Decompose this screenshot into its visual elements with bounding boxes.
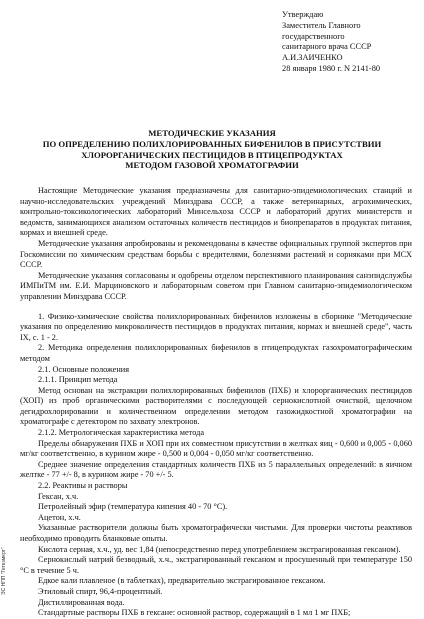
section-2-1-2-heading: 2.1.2. Метрологическая характеристика метода [38, 428, 205, 438]
document-body [20, 186, 412, 619]
section-2-2-heading: 2.2. Реактивы и растворы [38, 481, 128, 491]
paragraph-method-principle: Метод основан на экстракции полихлорированных бифенилов (ПХБ) и хлорорганических пестицидов (ХОП) из проб органическими растворителями с последующей сернокислотной очисткой, щелочном дегидрохлорировании и количественном определении методом газожидкостной хроматографии на хроматографе с детектором по захвату электронов. [20, 385, 412, 427]
title-line: ПО ОПРЕДЕЛЕНИЮ ПОЛИХЛОРИРОВАННЫХ БИФЕНИЛОВ В ПРИСУТСТВИИ [42, 138, 382, 149]
approval-signatory: А.И.ЗАИЧЕНКО [282, 53, 343, 63]
reagent-item: Этиловый спирт, 96,4-процентный. [38, 586, 163, 596]
approval-line: санитарного врача СССР [282, 42, 372, 52]
reagent-item: Гексан, х.ч. [38, 491, 79, 501]
section-2-heading: 2. Методика определения полихлорированных бифенилов в птицепродуктах газохроматографическим методом [20, 343, 412, 363]
section-2-1-heading: 2.1. Основные положения [38, 364, 130, 374]
paragraph-detection-limits: Пределы обнаружения ПХБ и ХОП при их совместном присутствии в желтках яиц - 0,600 и 0,005 - 0,060 мг/кг соответственно, в курином жире - 0,500 и 0,004 - 0,050 мг/кг соответственно. [20, 438, 412, 459]
approval-date: 28 января 1980 г. N 2141-80 [282, 63, 381, 73]
paragraph-approval: Методические указания апробированы и рекомендованы в качестве официальных группой экспертов при Госкомиссии по химическим средствам борьбы с вредителями, болезнями растений и сорняками при МСХ СССР. [20, 238, 412, 270]
approval-line: Утверждаю [282, 10, 324, 19]
title-line: МЕТОДИЧЕСКИЕ УКАЗАНИЯ [148, 128, 276, 138]
paragraph-mean-value: Среднее значение определения стандартных количеств ПХБ из 5 параллельных определений: в яичном желтке - 77 +/- 8, в курином жире - 70 +/- 5. [20, 459, 412, 480]
paragraph-purpose: Настоящие Методические указания предназначены для санитарно-эпидемиологических станций и научно-исследовательских учреждений Минздрава СССР, а также ветеринарных, агрохимических, контрольно-токсикологических лабораторий Минсельхоза СССР и лабораторий других министерств и ведомств, занимающихся анализом остаточных количеств пестицидов и биопрепаратов в продуктах питания, кормах и внешней среде. [20, 186, 412, 238]
reagent-item: Петролейный эфир (температура кипения 40 - 70 °C). [38, 502, 228, 512]
approval-block [282, 10, 422, 75]
reagent-item: Стандартные растворы ПХБ в гексане: основной раствор, содержащий в 1 мл 1 мг ПХБ; [38, 608, 351, 618]
reagent-item: Кислота серная, х.ч., уд. вес 1,84 (непосредственно перед употреблением экстрагированная гексаном). [38, 544, 401, 554]
title-line: МЕТОДОМ ГАЗОВОЙ ХРОМАТОГРАФИИ [125, 160, 299, 171]
approval-line: Заместитель Главного [282, 20, 361, 30]
paragraph-agreement: Методические указания согласованы и одобрены отделом перспективного планирования санэпидслужбы ИМПиТМ им. Е.И. Марциновского и лабораторным советом при Главном санитарно-эпидемиологическом управлении Минздрава СССР. [20, 270, 412, 301]
approval-line: государственного [282, 31, 345, 41]
reagent-item: Едкое кали плавленое (в таблетках), предварительно экстрагированное гексаном. [38, 576, 326, 586]
reagent-item: Сернокислый натрий безводный, х.ч., экстрагированный гексаном и просушенный при температуре 150 °C в течение 5 ч. [20, 555, 412, 575]
side-stamp: ЭС НПП "Гетезмерт" [1, 547, 7, 595]
reagent-item: Ацетон, х.ч. [38, 512, 81, 522]
document-title [20, 128, 404, 171]
title-line: ХЛОРОРГАНИЧЕСКИХ ПЕСТИЦИДОВ В ПТИЦЕПРОДУКТАХ [81, 149, 343, 160]
paragraph-solvent-purity: Указанные растворители должны быть хроматографически чистыми. Для проверки чистоты реактивов необходимо проводить бланковые опыты. [20, 523, 412, 543]
section-2-1-1-heading: 2.1.1. Принцип метода [38, 375, 118, 385]
reagent-item: Дистиллированная вода. [38, 597, 125, 607]
section-1: 1. Физико-химические свойства полихлорированных бифенилов изложены в сборнике "Методические указания по определению микроколичеств пестицидов в продуктах питания, кормах и внешней среде", часть IX, с. 1 - 2. [20, 311, 412, 342]
